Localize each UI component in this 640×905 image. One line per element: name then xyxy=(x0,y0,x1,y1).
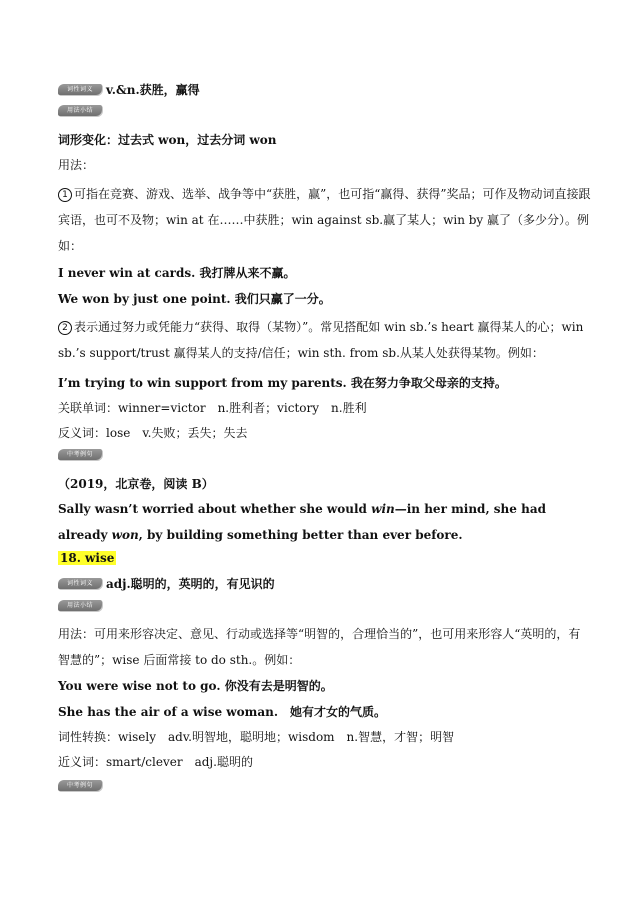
antonyms: 反义词：lose v.失败；丢失；失去 xyxy=(58,426,248,440)
exam-italic-won: won xyxy=(111,528,139,542)
exam-badge: 中考例句 xyxy=(58,780,102,791)
pos-text: v.&n.获胜，赢得 xyxy=(106,82,200,97)
example-sentence: I never win at cards. 我打牌从来不赢。 xyxy=(58,266,296,280)
entry-heading-text: 18. wise xyxy=(60,551,115,565)
usage-badge: 用法小结 xyxy=(58,105,102,116)
usage-point-1 xyxy=(58,181,592,259)
usage-label: 用法： xyxy=(58,158,95,172)
exam-source: （2019，北京卷，阅读 B） xyxy=(58,477,214,491)
exam-text: —in her mind, she had already xyxy=(58,502,546,542)
pos-badge: 词性词义 xyxy=(58,578,102,589)
word-forms: 词形变化：过去式 won，过去分词 won xyxy=(58,133,277,147)
exam-badge: 中考例句 xyxy=(58,449,102,460)
exam-text: , by building something better than ever before. xyxy=(138,528,463,542)
related-words: 关联单词：winner=victor n.胜利者；victory n.胜利 xyxy=(58,401,367,415)
usage-point-2 xyxy=(58,314,592,366)
circled-number-2: 2 xyxy=(58,321,72,335)
exam-italic-win: win xyxy=(371,502,395,516)
exam-badge-row xyxy=(58,447,102,461)
synonyms: 近义词：smart/clever adj.聪明的 xyxy=(58,755,253,769)
pos-row xyxy=(58,82,200,97)
usage-text: 用法：可用来形容决定、意见、行动或选择等“明智的，合理恰当的”，也可用来形容人“英明的，有智慧的”；wise 后面常接 to do sth.。例如： xyxy=(58,627,581,667)
example-sentence: She has the air of a wise woman. 她有才女的气质。 xyxy=(58,705,387,719)
usage-point-2-text: 表示通过努力或凭能力“获得、取得（某物）”。常见搭配如 win sb.’s heart 赢得某人的心；win sb.’s support/trust 赢得某人的支持/信任；win sth. from sb.从某人处获得某物。例如： xyxy=(58,320,584,360)
pos-text: adj.聪明的，英明的，有见识的 xyxy=(106,576,275,591)
exam-badge-row xyxy=(58,778,102,792)
exam-text: Sally wasn’t worried about whether she would xyxy=(58,502,372,516)
usage-badge-row xyxy=(58,598,102,612)
pos-row xyxy=(58,576,275,591)
exam-sentence xyxy=(58,496,592,548)
example-sentence: We won by just one point. 我们只赢了一分。 xyxy=(58,292,331,306)
usage-badge: 用法小结 xyxy=(58,600,102,611)
example-sentence: I’m trying to win support from my parents. 我在努力争取父母亲的支持。 xyxy=(58,376,507,390)
example-sentence: You were wise not to go. 你没有去是明智的。 xyxy=(58,679,333,693)
circled-number-1: 1 xyxy=(58,188,72,202)
pos-badge: 词性词义 xyxy=(58,84,102,95)
word-conversion: 词性转换：wisely adv.明智地，聪明地；wisdom n.智慧，才智；明智 xyxy=(58,730,455,744)
entry-heading xyxy=(58,551,116,565)
usage-badge-row xyxy=(58,103,102,117)
usage-point-1-text: 可指在竞赛、游戏、选举、战争等中“获胜，赢”，也可指“赢得、获得”奖品；可作及物动词直接跟宾语，也可不及物；win at 在……中获胜；win against sb.赢了某人；win by 赢了（多少分）。例如： xyxy=(58,187,591,253)
